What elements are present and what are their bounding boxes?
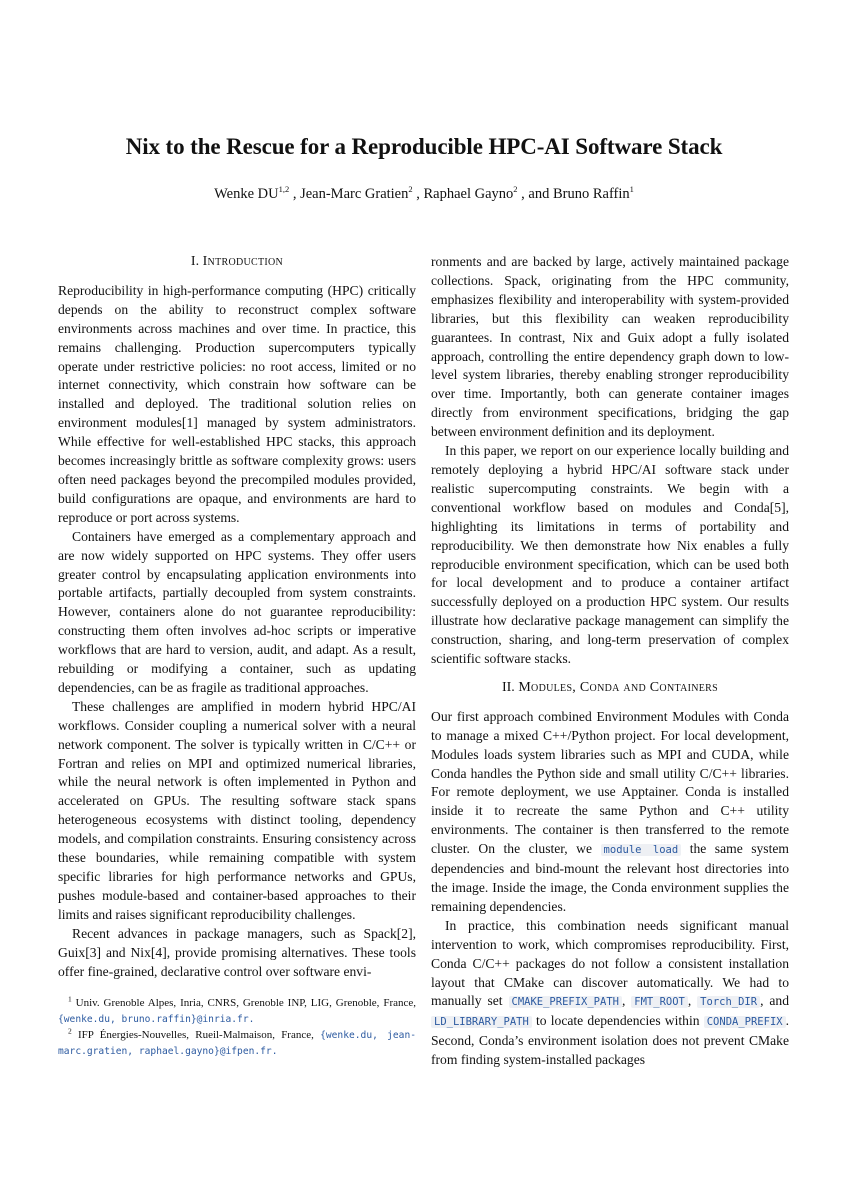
text-run: , and bbox=[760, 993, 789, 1009]
inline-code: module load bbox=[601, 844, 682, 856]
left-column bbox=[58, 253, 416, 981]
text-run: the same system dependencies and bind-mount the relevant host directories into the image. Inside the image, the Conda environment supplies the remaining dependencies. bbox=[431, 841, 789, 914]
footnote bbox=[58, 1028, 416, 1059]
body-paragraph: Reproducibility in high-performance computing (HPC) critically depends on the ability to reconstruct complex software environments across machines and over time. In practice, this remains challenging. Production supercomputers typically operate under restrictive policies: no root access, limited or no internet connectivity, which constrain how software can be installed and deployed. The traditional solution relies on environment modules[1] managed by system administrators. While effective for well-established HPC stacks, this approach becomes increasingly brittle as software complexity grows: users often need packages beyond the precompiled modules provided, build configurations are opaque, and environments are hard to reproduce or port across systems. bbox=[58, 282, 416, 525]
body-paragraph: These challenges are amplified in modern hybrid HPC/AI workflows. Consider coupling a numerical solver with a neural network component. The solver is typically written in C/C++ or Fortran and relies on MPI and optimized numerical libraries, while the neural network is often implemented in Python and accelerated on GPUs. The resulting software stack spans heterogeneous ecosystems with distinct tooling, dependency models, and compilation constraints. Ensuring consistency across these boundaries, while remaining compatible with system specific libraries for high performance networks and GPUs, pushes module-based and container-based approaches to their limits and raises significant reproducibility challenges. bbox=[58, 698, 416, 922]
inline-code: Torch_DIR bbox=[697, 996, 760, 1008]
section-title: Modules, Conda and Containers bbox=[518, 679, 718, 695]
body-paragraph: Containers have emerged as a complementary approach and are now widely supported on HPC systems. They offer users greater control by encapsulating application environments into portable artifacts, partially decoupled from system constraints. However, containers alone do not guarantee reproducibility: constructing them often involves ad-hoc scripts or imperative workflows that are hard to version, audit, and adapt. As a result, rebuilding or modifying a container, such as updating dependencies, can be as fragile as traditional approaches. bbox=[58, 528, 416, 695]
text-run: , bbox=[621, 993, 626, 1009]
footnote bbox=[58, 996, 416, 1027]
section-number: II. bbox=[501, 679, 515, 695]
body-paragraph: ronments and are backed by large, actively maintained package collections. Spack, originating from the HPC community, emphasizes flexibility and interoperability with system-provided libraries, but this flexibility can weaken reproducibility guarantees. In contrast, Nix and Guix adopt a fully isolated approach, controlling the entire dependency graph down to low-level system libraries, thereby enabling stronger reproducibility over time. Importantly, both can generate container images directly from environment specifications, bridging the gap between environment definition and its deployment. bbox=[431, 254, 789, 440]
author-affiliation-mark: 1 bbox=[629, 184, 634, 195]
inline-code: CONDA_PREFIX bbox=[704, 1016, 786, 1028]
footnote-mark: 2 bbox=[68, 1026, 72, 1036]
section-heading-modules-conda-containers bbox=[431, 679, 789, 698]
right-column bbox=[431, 253, 789, 1070]
author-affiliation-mark: 2 bbox=[513, 184, 518, 195]
body-paragraph: Recent advances in package managers, such as Spack[2], Guix[3] and Nix[4], provide promising alternatives. These tools offer fine-grained, declarative control over software envi- bbox=[58, 925, 416, 979]
author-separator: , bbox=[289, 186, 301, 202]
author-affiliation-mark: 2 bbox=[408, 184, 413, 195]
footnote-email[interactable]: {wenke.du, jean-marc.gratien, raphael.gayno}@ifpen.fr. bbox=[58, 1030, 417, 1057]
paper-title: Nix to the Rescue for a Reproducible HPC-AI Software Stack bbox=[125, 134, 723, 159]
author-list bbox=[0, 186, 848, 203]
body-paragraph: In this paper, we report on our experience locally building and remotely deploying a hybrid HPC/AI software stack under realistic supercomputing constraints. We begin with a conventional workflow based on modules and Conda[5], highlighting its limitations in terms of portability and reproducibility. We then demonstrate how Nix enables a fully reproducible environment specification, which can be used both for local development and to produce a container artifact successfully deployed on a production HPC system. Our results illustrate how declarative package management can simplify the construction, sharing, and long-term preservation of complex scientific software stacks. bbox=[431, 443, 789, 667]
author-name: Jean-Marc Gratien bbox=[300, 186, 409, 202]
inline-code: FMT_ROOT bbox=[631, 996, 688, 1008]
text-run: In practice, this combination needs significant manual intervention to work, which compromises reproducibility. First, Conda C/C++ packages do not follow a consistent installation layout that CMake can discover automatically. We had to manually set bbox=[431, 917, 789, 1009]
footnote-mark: 1 bbox=[68, 994, 72, 1004]
footnote-text: IFP Énergies-Nouvelles, Rueil-Malmaison, France, bbox=[77, 1029, 314, 1041]
text-run: to locate dependencies within bbox=[536, 1013, 700, 1029]
inline-code: CMAKE_PREFIX_PATH bbox=[509, 996, 622, 1008]
author-separator: , bbox=[412, 186, 424, 202]
author-name: Wenke DU bbox=[214, 186, 279, 202]
author-name: Bruno Raffin bbox=[552, 186, 630, 202]
inline-code: LD_LIBRARY_PATH bbox=[431, 1016, 532, 1028]
body-paragraph bbox=[431, 708, 789, 917]
text-run: Our first approach combined Environment Modules with Conda to manage a mixed C++/Python project. For local development, Modules loads system libraries such as MPI and CUDA, while Conda handles the Python side and small utility C/C++ libraries. For remote deployment, we use Apptainer. Conda is installed inside it to recreate the same Python and C++ utility environments. The container is then transferred to the remote cluster. On the cluster, we bbox=[431, 708, 789, 857]
author-affiliation-mark: 1,2 bbox=[278, 184, 290, 195]
text-run: . Second, Conda’s environment isolation does not prevent CMake from finding system-installed packages bbox=[431, 1013, 789, 1068]
section-heading-introduction bbox=[58, 253, 416, 272]
author-name: Raphael Gayno bbox=[423, 186, 514, 202]
section-title: Introduction bbox=[202, 254, 284, 269]
footnotes bbox=[58, 996, 416, 1060]
text-run: , bbox=[687, 993, 692, 1009]
section-number: I. bbox=[190, 254, 200, 269]
author-separator: , and bbox=[517, 186, 553, 202]
footnote-email[interactable]: {wenke.du, bruno.raffin}@inria.fr. bbox=[58, 1013, 255, 1025]
body-paragraph bbox=[431, 917, 789, 1070]
footnote-text: Univ. Grenoble Alpes, Inria, CNRS, Grenoble INP, LIG, Grenoble, France, bbox=[75, 997, 416, 1009]
